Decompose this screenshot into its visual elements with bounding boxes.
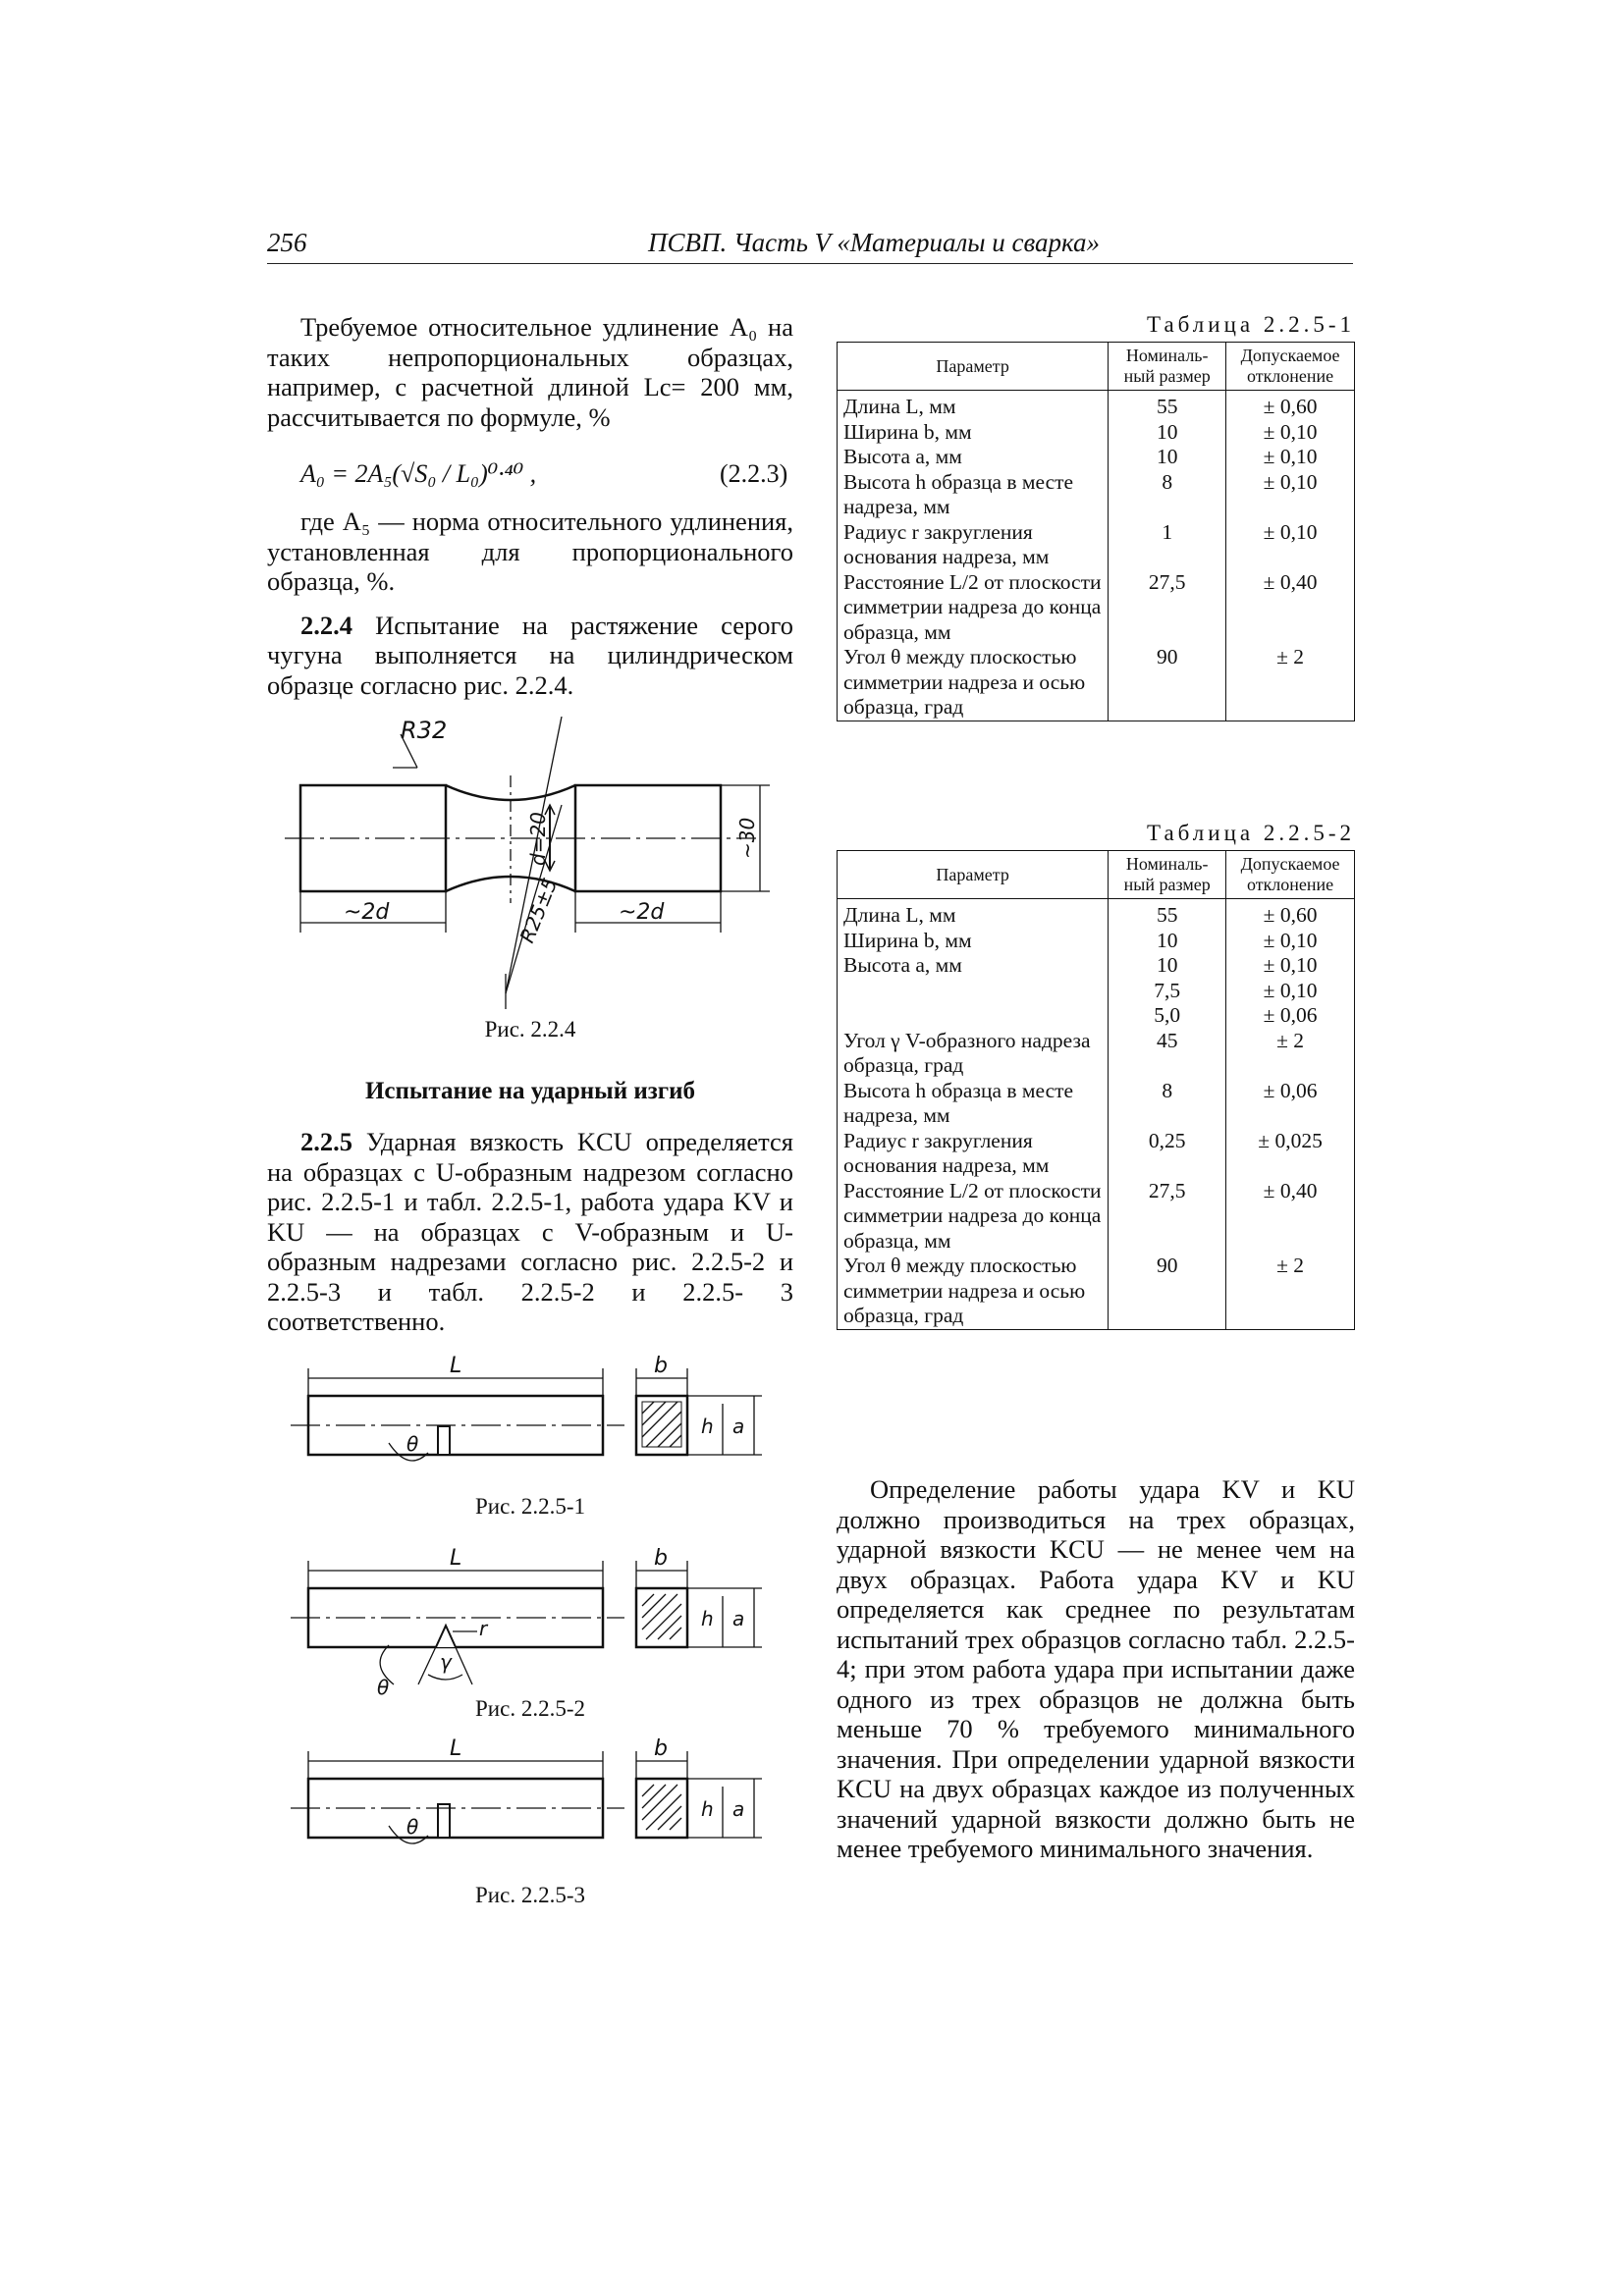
label-a: a: [732, 1797, 745, 1821]
table-row: [838, 1079, 1355, 1129]
formula-number: (2.2.3): [720, 459, 788, 488]
table-title-2: Таблица 2.2.5-2: [1146, 821, 1355, 845]
table-cell: 90: [1109, 1254, 1226, 1329]
table-header-cell: Допускаемое отклонение: [1226, 343, 1355, 391]
table-cell: 90: [1109, 645, 1226, 721]
table-cell: Длина L, мм: [838, 391, 1109, 420]
right-text-block: [837, 1474, 1355, 1864]
table-header-cell: Параметр: [838, 851, 1109, 899]
table-row: [838, 1029, 1355, 1079]
paragraph-elongation: Требуемое относительное удлинение A₀ на таких непропорциональных образцах, например, с расчетной длиной Lc= 200 мм, рассчитывается по формуле, %: [267, 312, 793, 432]
table-row: [838, 645, 1355, 721]
table-cell: ± 2: [1226, 1254, 1355, 1329]
label-b: b: [654, 1736, 668, 1761]
table-cell: 8: [1109, 470, 1226, 520]
label-right-length: ~2d: [619, 900, 665, 925]
table-cell: Расстояние L/2 от плоскости симметрии надреза до конца образца, мм: [838, 570, 1109, 646]
paragraph-224: 2.2.4 Испытание на растяжение серого чугуна выполняется на цилиндрическом образце согласно рис. 2.2.4.: [267, 610, 793, 700]
table-cell: 8: [1109, 1079, 1226, 1129]
table-cell: ± 0,06: [1226, 1003, 1355, 1029]
left-text-block-2: [267, 507, 793, 700]
caption-fig-2-2-5-1: Рис. 2.2.5-1: [475, 1494, 585, 1519]
figure-2-2-5-2: [291, 1537, 782, 1704]
table-header-cell: Номиналь- ный размер: [1109, 343, 1226, 391]
table-row: [838, 420, 1355, 446]
table-cell: Высота h образца в месте надреза, мм: [838, 1079, 1109, 1129]
table-header-cell: Допускаемое отклонение: [1226, 851, 1355, 899]
table-cell: 10: [1109, 929, 1226, 954]
table-cell: 10: [1109, 445, 1226, 470]
label-theta: θ: [406, 1815, 419, 1839]
label-theta: θ: [406, 1432, 419, 1456]
running-header: ПСВП. Часть V «Материалы и сварка»: [647, 228, 1100, 257]
table-row: [838, 1254, 1355, 1329]
table-cell: ± 0,025: [1226, 1129, 1355, 1179]
table-2-2-5-1: [837, 342, 1355, 721]
table-cell: Расстояние L/2 от плоскости симметрии надреза до конца образца, мм: [838, 1179, 1109, 1255]
table-cell: 27,5: [1109, 1179, 1226, 1255]
table-cell: [838, 1003, 1109, 1029]
page-number: 256: [267, 228, 307, 257]
paragraph-where: где A₅ — норма относительного удлинения, установленная для пропорционального образца, %.: [267, 507, 793, 596]
table-cell: ± 0,60: [1226, 899, 1355, 929]
caption-fig-2-2-5-3: Рис. 2.2.5-3: [475, 1883, 585, 1907]
table-cell: 10: [1109, 953, 1226, 979]
table-row: [838, 929, 1355, 954]
table-cell: ± 0,40: [1226, 1179, 1355, 1255]
table-cell: ± 0,10: [1226, 445, 1355, 470]
table-cell: 10: [1109, 420, 1226, 446]
table-cell: Угол θ между плоскостью симметрии надреза и осью образца, град: [838, 1254, 1109, 1329]
left-text-block-3: [267, 1127, 793, 1337]
table-cell: Радиус r закругления основания надреза, мм: [838, 1129, 1109, 1179]
table-cell: Длина L, мм: [838, 899, 1109, 929]
label-left-length: ~2d: [344, 900, 390, 925]
table-cell: Радиус r закругления основания надреза, мм: [838, 520, 1109, 570]
label-L: L: [450, 1546, 462, 1571]
section-title: Испытание на ударный изгиб: [364, 1078, 696, 1104]
label-diameter: d=20: [526, 812, 550, 866]
label-a: a: [732, 1607, 745, 1630]
label-b: b: [654, 1546, 668, 1571]
table-cell: 0,25: [1109, 1129, 1226, 1179]
table-2-2-5-2: [837, 850, 1355, 1330]
label-radius: R32: [401, 717, 448, 744]
table-row: [838, 1003, 1355, 1029]
table-row: [838, 979, 1355, 1004]
table-cell: ± 0,40: [1226, 570, 1355, 646]
table-cell: ± 0,10: [1226, 979, 1355, 1004]
table-cell: ± 0,10: [1226, 420, 1355, 446]
label-theta: θ: [377, 1676, 390, 1699]
label-gamma: γ: [440, 1650, 452, 1674]
table-cell: ± 0,60: [1226, 391, 1355, 420]
table-cell: ± 0,10: [1226, 470, 1355, 520]
table-cell: [838, 979, 1109, 1004]
table-cell: 55: [1109, 899, 1226, 929]
table-row: [838, 953, 1355, 979]
table-header-cell: Параметр: [838, 343, 1109, 391]
table-cell: 5,0: [1109, 1003, 1226, 1029]
caption-fig-2-2-5-2: Рис. 2.2.5-2: [475, 1696, 585, 1721]
table-cell: ± 0,10: [1226, 953, 1355, 979]
label-L: L: [450, 1354, 462, 1378]
paragraph-impact-work: Определение работы удара KV и KU должно производиться на трех образцах, ударной вязкости KCU — не менее чем на двух образцах. Работа удара KV и KU определяется как среднее по результатам испытаний трех образцов согласно табл. 2.2.5-4; при этом работа удара при испытании даже одного из трех образцов не должна быть меньше 70 % требуемого минимального значения. При определении ударной вязкости KCU на двух образцах каждое из полученных значений ударной вязкости должно быть не менее требуемого минимального значения.: [837, 1474, 1355, 1863]
label-notch-radius: R25±5: [514, 875, 563, 946]
clause-number: 2.2.4: [300, 610, 352, 640]
table-cell: Угол γ V-образного надреза образца, град: [838, 1029, 1109, 1079]
table-cell: Ширина b, мм: [838, 929, 1109, 954]
table-cell: 7,5: [1109, 979, 1226, 1004]
label-h: h: [701, 1607, 714, 1630]
table-row: [838, 391, 1355, 420]
figure-2-2-4: [285, 717, 776, 1011]
left-text-block-1: [267, 312, 793, 432]
label-r: r: [479, 1617, 488, 1640]
table-cell: 55: [1109, 391, 1226, 420]
table-cell: ± 2: [1226, 645, 1355, 721]
label-height: ~30: [735, 817, 759, 859]
table-cell: Ширина b, мм: [838, 420, 1109, 446]
caption-fig-2-2-4: Рис. 2.2.4: [484, 1017, 576, 1041]
table-row: [838, 520, 1355, 570]
figure-2-2-5-1: [291, 1345, 782, 1487]
label-a: a: [732, 1415, 745, 1438]
table-cell: ± 0,10: [1226, 520, 1355, 570]
table-cell: 1: [1109, 520, 1226, 570]
header-rule: [267, 263, 1353, 264]
paragraph-225: 2.2.5 Ударная вязкость KCU определяется на образцах с U-образным надрезом согласно рис. 2.2.5-1 и табл. 2.2.5-1, работа удара KV и KU — на образцах с V-образным и U-образным надрезами согласно рис. 2.2.5-2 и 2.2.5-3 и табл. 2.2.5-2 и 2.2.5- 3 соответственно.: [267, 1127, 793, 1336]
table-row: [838, 445, 1355, 470]
table-row: [838, 1129, 1355, 1179]
label-L: L: [450, 1736, 462, 1761]
formula: A₀ = 2A₅(√S₀ / L₀)⁰·⁴⁰ ,: [300, 459, 537, 488]
table-title-1: Таблица 2.2.5-1: [1146, 312, 1355, 337]
table-cell: Высота a, мм: [838, 953, 1109, 979]
table-row: [838, 899, 1355, 929]
table-cell: ± 0,06: [1226, 1079, 1355, 1129]
table-row: [838, 570, 1355, 646]
label-b: b: [654, 1354, 668, 1378]
label-h: h: [701, 1797, 714, 1821]
table-cell: Угол θ между плоскостью симметрии надреза и осью образца, град: [838, 645, 1109, 721]
table-row: [838, 470, 1355, 520]
clause-number-225: 2.2.5: [300, 1127, 352, 1156]
label-h: h: [701, 1415, 714, 1438]
figure-2-2-5-3: [291, 1728, 782, 1870]
table-cell: Высота h образца в месте надреза, мм: [838, 470, 1109, 520]
table-cell: ± 0,10: [1226, 929, 1355, 954]
table-cell: 45: [1109, 1029, 1226, 1079]
table-cell: Высота a, мм: [838, 445, 1109, 470]
table-cell: ± 2: [1226, 1029, 1355, 1079]
table-header-cell: Номиналь- ный размер: [1109, 851, 1226, 899]
table-cell: 27,5: [1109, 570, 1226, 646]
table-row: [838, 1179, 1355, 1255]
